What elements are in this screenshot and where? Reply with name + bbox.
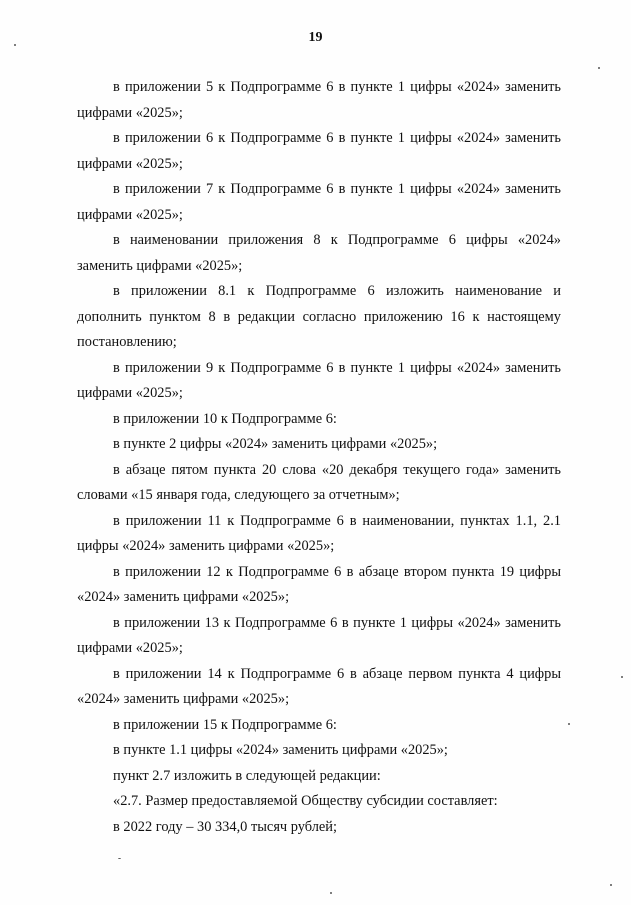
paragraph-annex-10-item-20: в абзаце пятом пункта 20 слова «20 декабря текущего года» заменить словами «15 января года, следующего за отчетным»;	[77, 461, 561, 503]
paragraph-annex-12: в приложении 12 к Подпрограмме 6 в абзаце втором пункта 19 цифры «2024» заменить цифрами «2025»;	[77, 563, 561, 605]
paragraph-subsidy-size: «2.7. Размер предоставляемой Обществу субсидии составляет:	[113, 793, 498, 809]
document-body	[77, 75, 561, 840]
scan-speck	[568, 723, 570, 725]
paragraph-annex-6: в приложении 6 к Подпрограмме 6 в пункте 1 цифры «2024» заменить цифрами «2025»;	[77, 130, 561, 172]
scan-speck	[621, 676, 623, 678]
scan-speck	[118, 858, 121, 859]
page-number: 19	[308, 30, 323, 45]
paragraph-annex-9: в приложении 9 к Подпрограмме 6 в пункте 1 цифры «2024» заменить цифрами «2025»;	[77, 359, 561, 401]
paragraph-annex-15-item-2-7: пункт 2.7 изложить в следующей редакции:	[113, 767, 381, 784]
paragraph-annex-11: в приложении 11 к Подпрограмме 6 в наименовании, пунктах 1.1, 2.1 цифры «2024» заменить цифрами «2025»;	[77, 512, 561, 554]
paragraph-annex-7: в приложении 7 к Подпрограмме 6 в пункте 1 цифры «2024» заменить цифрами «2025»;	[77, 181, 561, 223]
paragraph-annex-14: в приложении 14 к Подпрограмме 6 в абзаце первом пункта 4 цифры «2024» заменить цифрами «2025»;	[77, 665, 561, 707]
scan-speck	[598, 67, 600, 69]
paragraph-annex-13: в приложении 13 к Подпрограмме 6 в пункте 1 цифры «2024» заменить цифрами «2025»;	[77, 614, 561, 656]
scan-speck	[14, 44, 16, 46]
paragraph-annex-10-item-2: в пункте 2 цифры «2024» заменить цифрами «2025»;	[113, 436, 438, 452]
paragraph-annex-15-item-1-1: в пункте 1.1 цифры «2024» заменить цифрами «2025»;	[113, 742, 448, 758]
scan-speck	[330, 892, 332, 894]
paragraph-annex-10: в приложении 10 к Подпрограмме 6:	[113, 410, 337, 427]
scan-speck	[610, 884, 612, 886]
paragraph-annex-15: в приложении 15 к Подпрограмме 6:	[113, 716, 337, 733]
paragraph-annex-8-1: в приложении 8.1 к Подпрограмме 6 изложить наименование и дополнить пунктом 8 в редакции согласно приложению 16 к настоящему постановлению;	[77, 283, 561, 350]
paragraph-annex-8-title: в наименовании приложения 8 к Подпрограмме 6 цифры «2024» заменить цифрами «2025»;	[77, 232, 561, 274]
paragraph-annex-5: в приложении 5 к Подпрограмме 6 в пункте 1 цифры «2024» заменить цифрами «2025»;	[77, 79, 561, 121]
paragraph-year-2022: в 2022 году – 30 334,0 тысяч рублей;	[113, 818, 338, 835]
